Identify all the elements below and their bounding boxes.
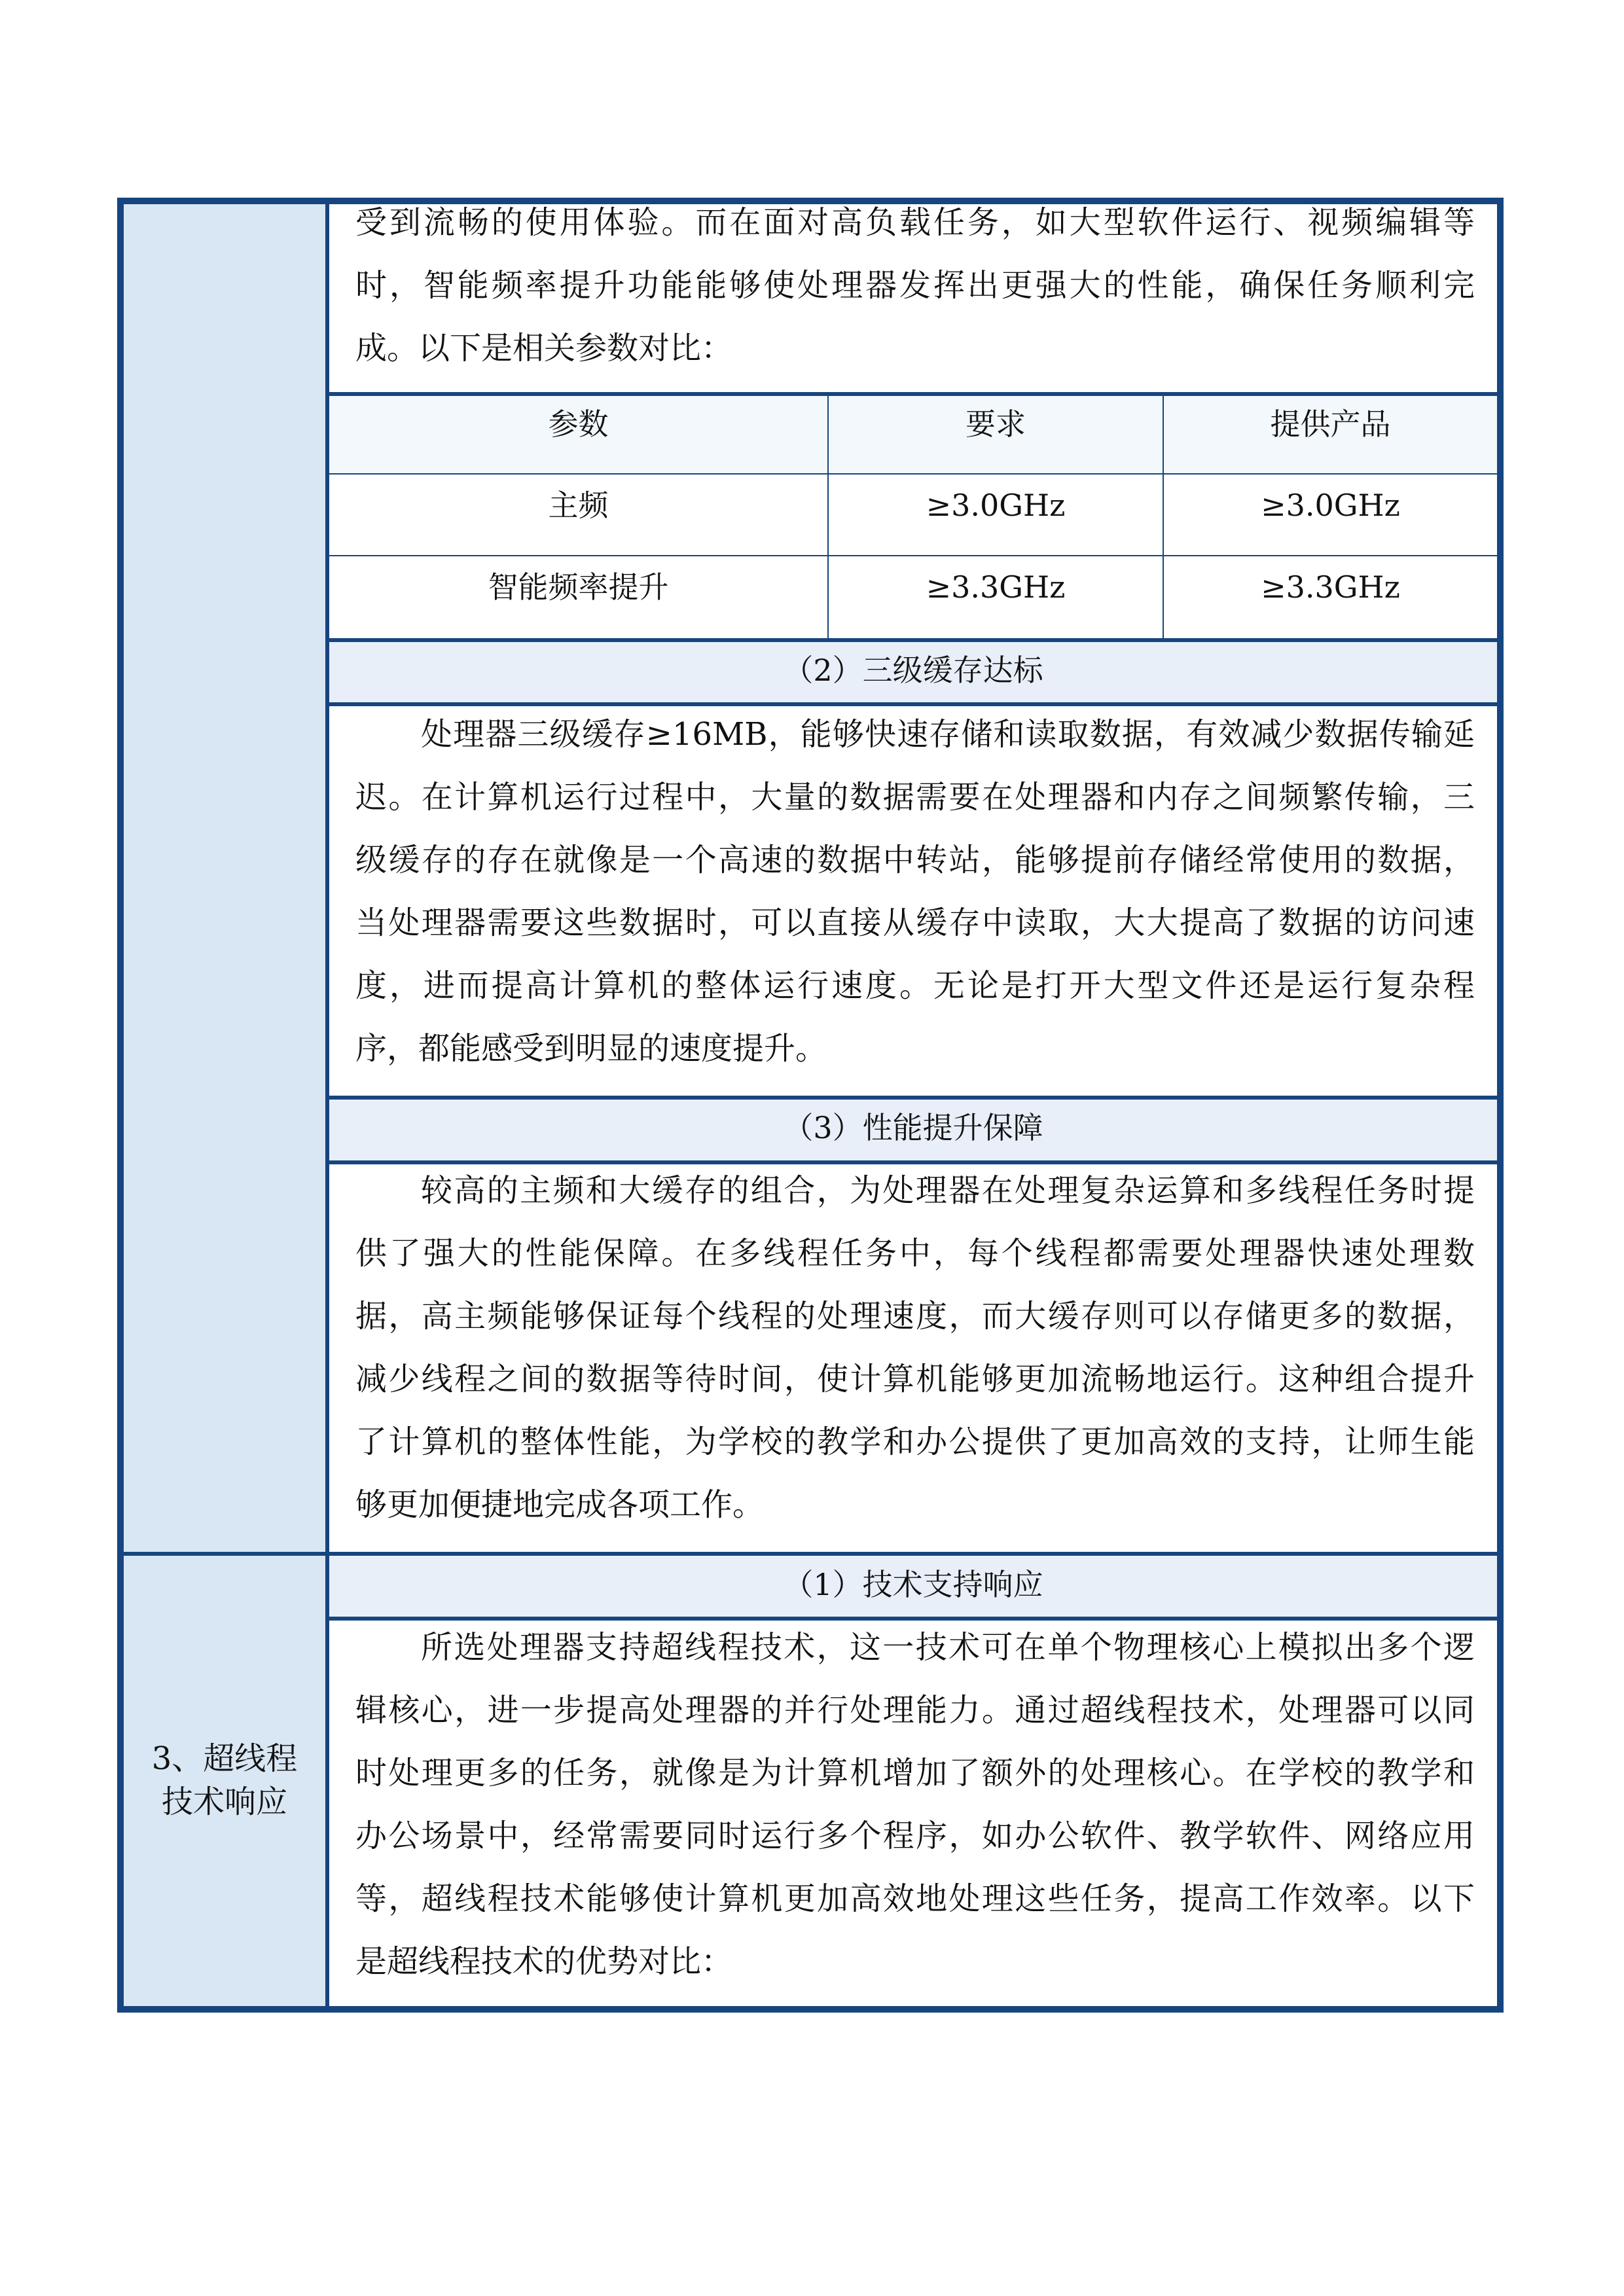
table-cell: 主频 [548,488,609,523]
text-line: 时，智能频率提升功能能够使处理器发挥出更强大的性能，确保任务顺利完 [355,267,1475,304]
text-line: 据，高主频能够保证每个线程的处理速度，而大缓存则可以存储更多的数据， [355,1298,1475,1335]
table-header-cell: 参数 [548,406,609,442]
text-line: 了计算机的整体性能，为学校的教学和办公提供了更加高效的支持，让师生能 [355,1424,1475,1460]
text-line: 处理器三级缓存≥16MB，能够快速存储和读取数据，有效减少数据传输延 [421,716,1475,753]
table-cell: 智能频率提升 [488,569,669,605]
text-line: 够更加便捷地完成各项工作。 [355,1486,765,1523]
section-title: （1）技术支持响应 [783,1567,1043,1602]
row-label [124,1737,325,1823]
row-label-line: 技术响应 [161,1784,287,1820]
text-line: 受到流畅的使用体验。而在面对高负载任务，如大型软件运行、视频编辑等 [355,204,1475,241]
text-line: 减少线程之间的数据等待时间，使计算机能够更加流畅地运行。这种组合提升 [355,1361,1475,1397]
table-header-cell: 提供产品 [1270,406,1391,442]
label-column [124,204,325,2006]
text-line: 等，超线程技术能够使计算机更加高效地处理这些任务，提高工作效率。以下 [355,1880,1475,1917]
text-line: 所选处理器支持超线程技术，这一技术可在单个物理核心上模拟出多个逻 [421,1629,1475,1666]
text-line: 是超线程技术的优势对比： [355,1943,733,1980]
text-line: 成。以下是相关参数对比： [355,330,733,367]
text-line: 迟。在计算机运行过程中，大量的数据需要在处理器和内存之间频繁传输，三 [355,779,1475,816]
text-line: 度，进而提高计算机的整体运行速度。无论是打开大型文件还是运行复杂程 [355,967,1475,1004]
text-line: 较高的主频和大缓存的组合，为处理器在处理复杂运算和多线程任务时提 [421,1172,1475,1209]
row-label-line: 3、超线程 [151,1740,298,1777]
text-line: 时处理更多的任务，就像是为计算机增加了额外的处理核心。在学校的教学和 [355,1755,1475,1791]
text-line: 辑核心，进一步提高处理器的并行处理能力。通过超线程技术，处理器可以同 [355,1692,1475,1729]
table-cell: ≥3.3GHz [1261,569,1400,605]
section-title: （3）性能提升保障 [783,1110,1043,1145]
text-line: 当处理器需要这些数据时，可以直接从缓存中读取，大大提高了数据的访问速 [355,905,1475,941]
text-line: 办公场景中，经常需要同时运行多个程序，如办公软件、教学软件、网络应用 [355,1818,1475,1854]
text-line: 级缓存的存在就像是一个高速的数据中转站，能够提前存储经常使用的数据， [355,842,1475,878]
text-line: 序，都能感受到明显的速度提升。 [355,1030,827,1067]
table-cell: ≥3.0GHz [1261,488,1400,523]
table-cell: ≥3.0GHz [926,488,1066,523]
table-header-cell: 要求 [965,406,1026,442]
table-cell: ≥3.3GHz [926,569,1066,605]
section-title: （2）三级缓存达标 [783,653,1043,688]
text-line: 供了强大的性能保障。在多线程任务中，每个线程都需要处理器快速处理数 [355,1235,1475,1272]
